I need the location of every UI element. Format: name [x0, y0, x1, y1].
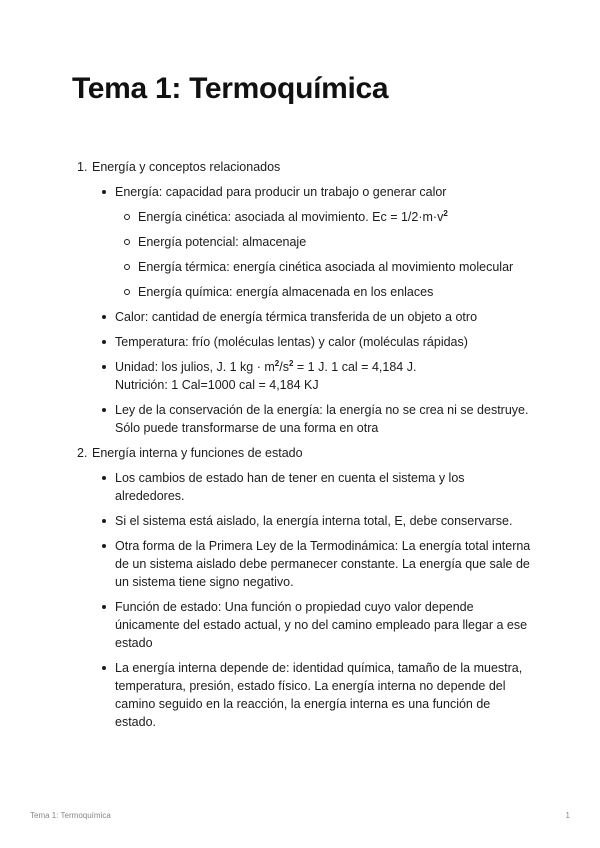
document-body: [72, 158, 532, 738]
list-item: Otra forma de la Primera Ley de la Termodinámica: La energía total interna de un sistema aislado debe permanecer constante. La energía que sale de un sistema tiene signo negativo.: [115, 539, 531, 589]
list-item: Función de estado: Una función o propiedad cuyo valor depende únicamente del estado actual, y no del camino empleado para llegar a ese estado: [115, 598, 532, 652]
page-footer: [30, 811, 570, 820]
page-number: 1: [565, 811, 570, 820]
section-heading: Energía y conceptos relacionados: [92, 160, 281, 174]
superscript: 2: [288, 358, 294, 368]
list-item: Temperatura: frío (moléculas lentas) y calor (moléculas rápidas): [115, 333, 532, 351]
sub-bullet-list: [115, 208, 532, 301]
section-1: [77, 158, 532, 437]
section-heading: Energía interna y funciones de estado: [92, 446, 303, 460]
list-item: Energía potencial: almacenaje: [138, 233, 532, 251]
superscript: 2: [274, 358, 280, 368]
list-item: [115, 183, 532, 301]
item-text: = 1 J. 1 cal = 4,184 J.: [293, 360, 417, 374]
list-item: Energía térmica: energía cinética asociada al movimiento molecular: [138, 258, 532, 276]
list-item: Calor: cantidad de energía térmica transferida de un objeto a otro: [115, 308, 532, 326]
section-list: [72, 158, 532, 731]
item-text: Energía cinética: asociada al movimiento. Ec = 1/2·m·v: [138, 210, 444, 224]
list-item: Energía química: energía almacenada en los enlaces: [138, 283, 532, 301]
section-number: 2.: [77, 446, 88, 460]
list-item: Ley de la conservación de la energía: la energía no se crea ni se destruye. Sólo puede transformarse de una forma en otra: [115, 401, 532, 437]
page-title: Tema 1: Termoquímica: [72, 72, 389, 105]
item-text: /s: [279, 360, 289, 374]
footer-title: Tema 1: Termoquímica: [30, 811, 111, 820]
item-text: Nutrición: 1 Cal=1000 cal = 4,184 KJ: [115, 378, 319, 392]
list-item: Si el sistema está aislado, la energía interna total, E, debe conservarse.: [115, 512, 532, 530]
list-item: [115, 358, 532, 394]
list-item: La energía interna depende de: identidad química, tamaño de la muestra, temperatura, presión, estado físico. La energía interna no depende del camino seguido en la reacción, la energía interna es una función de estado.: [115, 659, 532, 731]
item-text: Unidad: los julios, J. 1 kg · m: [115, 360, 275, 374]
section-number: 1.: [77, 160, 88, 174]
bullet-list: [92, 469, 532, 731]
bullet-list: [92, 183, 532, 437]
list-item: [138, 208, 532, 226]
item-text: Energía: capacidad para producir un trabajo o generar calor: [115, 185, 447, 199]
list-item: Los cambios de estado han de tener en cuenta el sistema y los alrededores.: [115, 469, 532, 505]
superscript: 2: [443, 208, 448, 218]
section-2: [77, 444, 532, 731]
